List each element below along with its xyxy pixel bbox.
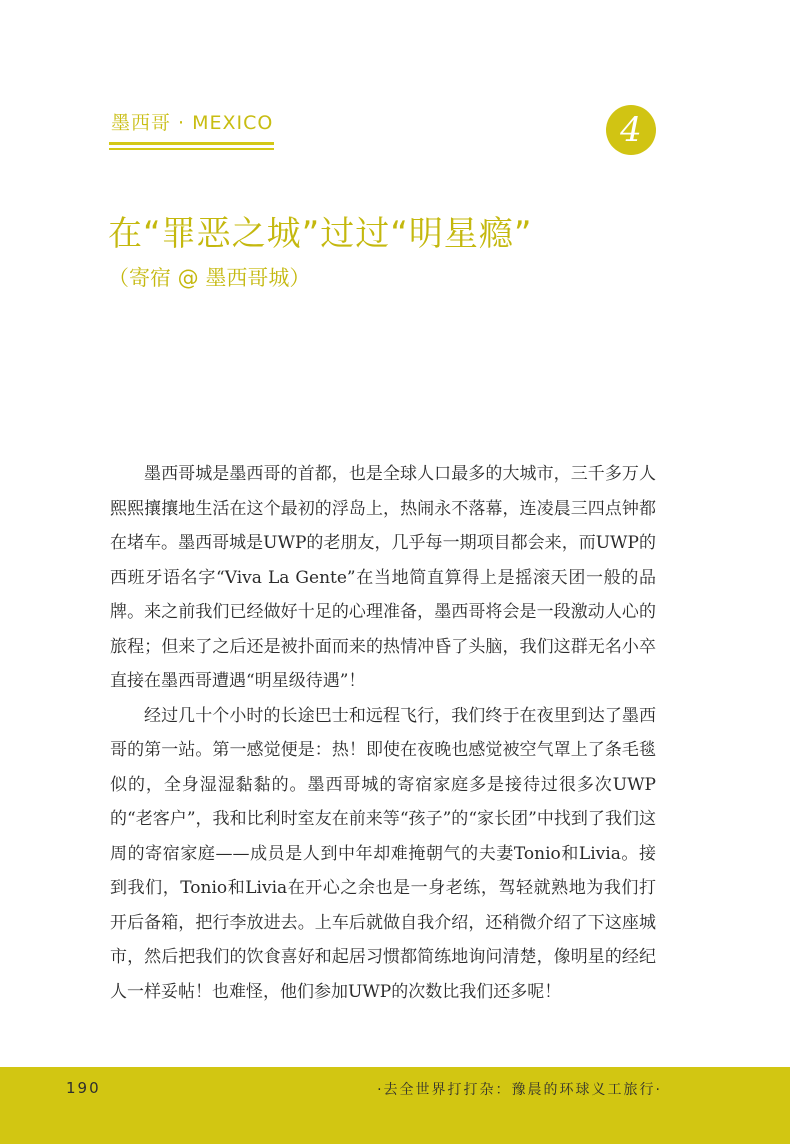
running-book-title: ·去全世界打打杂：豫晨的环球义工旅行· [377, 1082, 662, 1098]
page-number: 190 [66, 1079, 101, 1097]
section-label: 墨西哥 · MEXICO [111, 112, 274, 134]
paragraph: 经过几十个小时的长途巴士和远程飞行，我们终于在夜里到达了墨西哥的第一站。第一感觉便是：热！即使在夜晚也感觉被空气罩上了条毛毯似的，全身湿湿黏黏的。墨西哥城的寄宿家庭多是接待过很多次UWP的“老客户”，我和比利时室友在前来等“孩子”的“家长团”中找到了我们这周的寄宿家庭——成员是人到中年却难掩朝气的夫妻Tonio和Livia。接到我们，Tonio和Livia在开心之余也是一身老练，驾轻就熟地为我们打开后备箱，把行李放进去。上车后就做自我介绍，还稍微介绍了下这座城市，然后把我们的饮食喜好和起居习惯都简练地询问清楚，像明星的经纪人一样妥帖！也难怪，他们参加UWP的次数比我们还多呢！ [110, 705, 656, 1002]
body-text [110, 457, 656, 1009]
footer-band [0, 1067, 790, 1144]
chapter-number-badge: 4 [606, 105, 656, 155]
header-rule-top [109, 142, 274, 145]
paragraph: 墨西哥城是墨西哥的首都，也是全球人口最多的大城市，三千多万人熙熙攘攘地生活在这个最初的浮岛上，热闹永不落幕，连凌晨三四点钟都在堵车。墨西哥城是UWP的老朋友，几乎每一期项目都会来，而UWP的西班牙语名字“Viva La Gente”在当地简直算得上是摇滚天团一般的品牌。来之前我们已经做好十足的心理准备，墨西哥将会是一段激动人心的旅程；但来了之后还是被扑面而来的热情冲昏了头脑，我们这群无名小卒直接在墨西哥遭遇“明星级待遇”！ [110, 464, 656, 691]
header-rule-bottom [109, 148, 274, 150]
chapter-title: 在“罪恶之城”过过“明星瘾” [108, 214, 533, 254]
chapter-subtitle: （寄宿 @ 墨西哥城） [108, 266, 311, 290]
